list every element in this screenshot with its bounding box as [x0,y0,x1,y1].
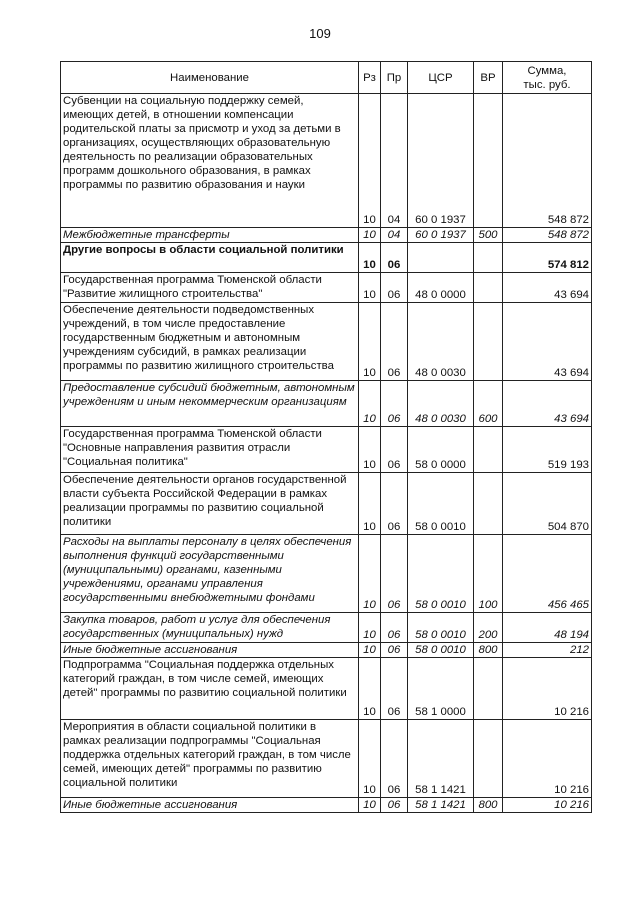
row-name: Субвенции на социальную поддержку семей, имеющих детей, в отношении компенсации родительской платы за присмотр и уход за детьми в организациях, осуществляющих образовательную деятельность по реализации образовательных программ дошкольного образования, в рамках программы по развитию образования и науки [61,94,359,228]
row-pr: 06 [381,535,408,613]
row-csr: 58 1 1421 [408,798,474,813]
row-sum: 548 872 [503,94,592,228]
row-sum: 519 193 [503,427,592,473]
row-name: Закупка товаров, работ и услуг для обеспечения государственных (муниципальных) нужд [61,613,359,643]
header-csr: ЦСР [408,62,474,94]
table-row [61,535,592,613]
table-header-row [61,62,592,94]
row-name: Обеспечение деятельности органов государственной власти субъекта Российской Федерации в рамках реализации программы по развитию социальной политики [61,473,359,535]
row-sum: 10 216 [503,720,592,798]
row-csr: 58 0 0010 [408,613,474,643]
row-pr: 06 [381,427,408,473]
row-pr: 06 [381,381,408,427]
table-row [61,613,592,643]
header-sum-line2: тыс. руб. [523,78,571,91]
row-rz: 10 [359,228,381,243]
row-vr [474,658,503,720]
row-sum: 43 694 [503,273,592,303]
row-csr: 58 1 0000 [408,658,474,720]
row-name: Мероприятия в области социальной политики в рамках реализации подпрограммы "Социальная поддержка отдельных категорий граждан, в том числе семей, имеющих детей" программы по развитию социальной политики [61,720,359,798]
row-name: Другие вопросы в области социальной политики [61,243,359,273]
table-row [61,228,592,243]
row-rz: 10 [359,798,381,813]
row-vr: 100 [474,535,503,613]
row-pr: 06 [381,798,408,813]
row-vr [474,427,503,473]
row-name: Подпрограмма "Социальная поддержка отдельных категорий граждан, в том числе семей, имеющих детей" программы по развитию социальной политики [61,658,359,720]
row-pr: 06 [381,643,408,658]
row-rz: 10 [359,720,381,798]
page-number: 109 [309,26,331,41]
row-sum: 48 194 [503,613,592,643]
row-pr: 06 [381,720,408,798]
table-row [61,643,592,658]
row-csr [408,243,474,273]
row-vr [474,243,503,273]
row-pr: 04 [381,228,408,243]
row-csr: 48 0 0030 [408,303,474,381]
row-name: Государственная программа Тюменской области "Основные направления развития отрасли "Социальная политика" [61,427,359,473]
table-row [61,427,592,473]
budget-table [60,61,592,813]
row-rz: 10 [359,535,381,613]
row-name: Предоставление субсидий бюджетным, автономным учреждениям и иным некоммерческим организациям [61,381,359,427]
table-row [61,720,592,798]
row-csr: 58 0 0000 [408,427,474,473]
row-pr: 06 [381,303,408,381]
row-rz: 10 [359,658,381,720]
row-rz: 10 [359,303,381,381]
row-csr: 60 0 1937 [408,94,474,228]
row-name: Иные бюджетные ассигнования [61,643,359,658]
row-sum: 10 216 [503,798,592,813]
row-csr: 58 0 0010 [408,643,474,658]
row-rz: 10 [359,381,381,427]
table-row [61,658,592,720]
row-vr: 800 [474,798,503,813]
table-row [61,303,592,381]
table-row [61,381,592,427]
row-csr: 48 0 0000 [408,273,474,303]
row-vr: 800 [474,643,503,658]
row-pr: 06 [381,613,408,643]
row-rz: 10 [359,473,381,535]
row-sum: 504 870 [503,473,592,535]
row-rz: 10 [359,643,381,658]
header-rz: Рз [359,62,381,94]
row-sum: 456 465 [503,535,592,613]
row-sum: 10 216 [503,658,592,720]
row-pr: 04 [381,94,408,228]
row-vr [474,273,503,303]
header-pr: Пр [381,62,408,94]
row-name: Обеспечение деятельности подведомственных учреждений, в том числе предоставление государственным бюджетным и автономным учреждениям субсидий, в рамках реализации программы по развитию жилищного строительства [61,303,359,381]
row-rz: 10 [359,243,381,273]
row-rz: 10 [359,613,381,643]
row-csr: 58 1 1421 [408,720,474,798]
table-row [61,473,592,535]
header-sum-line1: Сумма, [527,64,567,77]
table-row [61,243,592,273]
row-csr: 60 0 1937 [408,228,474,243]
row-vr [474,303,503,381]
row-vr: 600 [474,381,503,427]
row-pr: 06 [381,273,408,303]
row-rz: 10 [359,273,381,303]
table-row [61,94,592,228]
header-vr: ВР [474,62,503,94]
row-rz: 10 [359,94,381,228]
row-name: Межбюджетные трансферты [61,228,359,243]
row-name: Расходы на выплаты персоналу в целях обеспечения выполнения функций государственными (муниципальными) органами, казенными учреждениями, органами управления государственными внебюджетными фондами [61,535,359,613]
row-pr: 06 [381,473,408,535]
row-vr [474,94,503,228]
table-row [61,273,592,303]
row-vr: 200 [474,613,503,643]
row-sum: 212 [503,643,592,658]
table-row [61,798,592,813]
row-name: Иные бюджетные ассигнования [61,798,359,813]
row-vr [474,720,503,798]
row-vr [474,473,503,535]
row-pr: 06 [381,243,408,273]
row-vr: 500 [474,228,503,243]
row-name: Государственная программа Тюменской области "Развитие жилищного строительства" [61,273,359,303]
row-sum: 43 694 [503,381,592,427]
row-sum: 548 872 [503,228,592,243]
row-sum: 574 812 [503,243,592,273]
row-sum: 43 694 [503,303,592,381]
row-csr: 58 0 0010 [408,473,474,535]
row-rz: 10 [359,427,381,473]
row-pr: 06 [381,658,408,720]
row-csr: 58 0 0010 [408,535,474,613]
header-sum [503,62,592,94]
header-name: Наименование [61,62,359,94]
row-csr: 48 0 0030 [408,381,474,427]
